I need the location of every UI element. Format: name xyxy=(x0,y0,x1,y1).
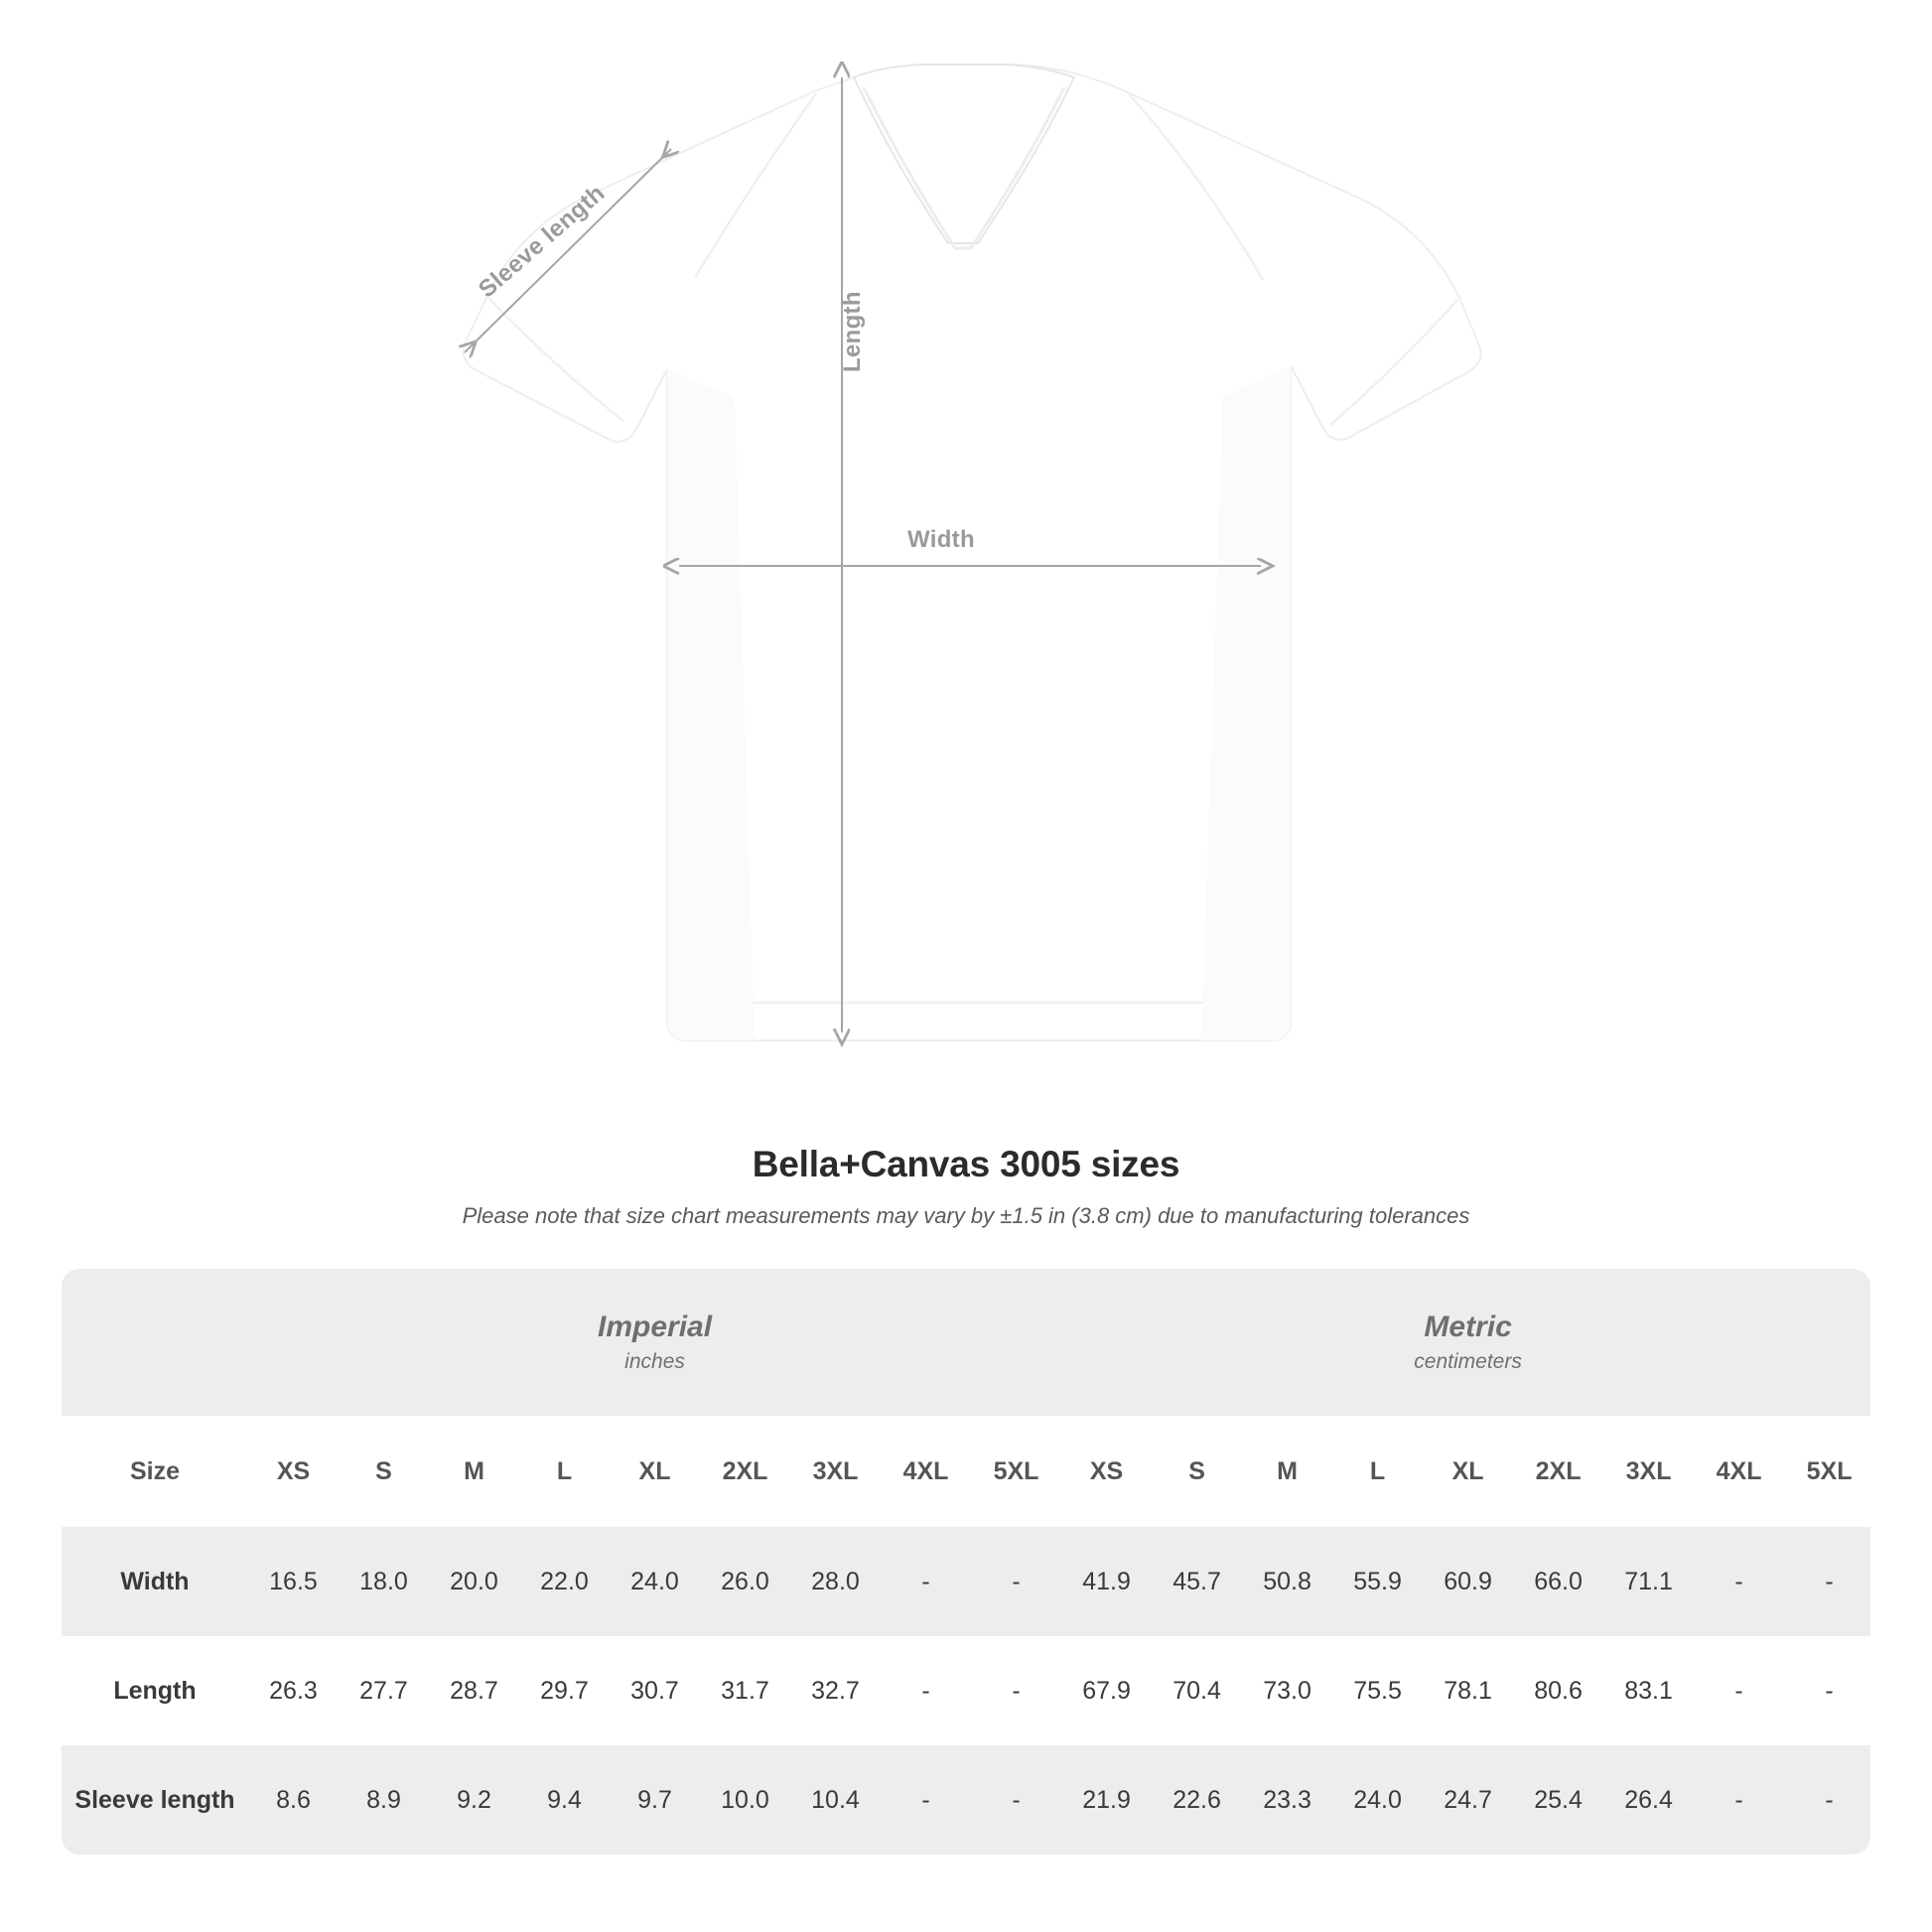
cell-width-imperial-l: 22.0 xyxy=(519,1527,610,1636)
size-header-metric-2xl: 2XL xyxy=(1513,1416,1603,1527)
cell-sleeve-imperial-2xl: 10.0 xyxy=(700,1745,790,1855)
cell-width-metric-m: 50.8 xyxy=(1242,1527,1332,1636)
title-block xyxy=(0,1144,1932,1229)
cell-length-metric-2xl: 80.6 xyxy=(1513,1636,1603,1745)
size-header-row xyxy=(62,1416,1870,1527)
cell-sleeve-metric-5xl: - xyxy=(1784,1745,1870,1855)
size-header-imperial-3xl: 3XL xyxy=(790,1416,881,1527)
cell-length-imperial-5xl: - xyxy=(971,1636,1061,1745)
cell-length-imperial-s: 27.7 xyxy=(339,1636,429,1745)
page-title: Bella+Canvas 3005 sizes xyxy=(752,1144,1180,1184)
cell-length-metric-5xl: - xyxy=(1784,1636,1870,1745)
size-header-imperial-l: L xyxy=(519,1416,610,1527)
cell-width-metric-xs: 41.9 xyxy=(1061,1527,1152,1636)
tolerance-note: Please note that size chart measurements may vary by ±1.5 in (3.8 cm) due to manufacturing tolerances xyxy=(462,1203,1470,1228)
cell-sleeve-imperial-xl: 9.7 xyxy=(610,1745,700,1855)
cell-sleeve-metric-2xl: 25.4 xyxy=(1513,1745,1603,1855)
size-header-metric-s: S xyxy=(1152,1416,1242,1527)
cell-width-imperial-xl: 24.0 xyxy=(610,1527,700,1636)
cell-length-metric-xs: 67.9 xyxy=(1061,1636,1152,1745)
cell-length-imperial-2xl: 31.7 xyxy=(700,1636,790,1745)
cell-length-imperial-4xl: - xyxy=(881,1636,971,1745)
unit-group-imperial xyxy=(248,1269,1061,1416)
cell-width-metric-l: 55.9 xyxy=(1332,1527,1423,1636)
cell-sleeve-metric-3xl: 26.4 xyxy=(1603,1745,1694,1855)
unit-header-spacer xyxy=(62,1269,248,1416)
table-row xyxy=(62,1745,1870,1855)
cell-sleeve-imperial-m: 9.2 xyxy=(429,1745,519,1855)
size-header-imperial-xs: XS xyxy=(248,1416,339,1527)
cell-sleeve-metric-4xl: - xyxy=(1694,1745,1784,1855)
size-header-imperial-s: S xyxy=(339,1416,429,1527)
cell-length-metric-xl: 78.1 xyxy=(1423,1636,1513,1745)
cell-sleeve-imperial-l: 9.4 xyxy=(519,1745,610,1855)
cell-width-imperial-2xl: 26.0 xyxy=(700,1527,790,1636)
cell-sleeve-imperial-3xl: 10.4 xyxy=(790,1745,881,1855)
cell-width-metric-5xl: - xyxy=(1784,1527,1870,1636)
cell-length-imperial-3xl: 32.7 xyxy=(790,1636,881,1745)
size-header-imperial-5xl: 5XL xyxy=(971,1416,1061,1527)
row-label-sleeve-length: Sleeve length xyxy=(62,1745,248,1855)
cell-sleeve-imperial-s: 8.9 xyxy=(339,1745,429,1855)
cell-length-metric-l: 75.5 xyxy=(1332,1636,1423,1745)
size-header-metric-5xl: 5XL xyxy=(1784,1416,1870,1527)
row-label-width: Width xyxy=(62,1527,248,1636)
cell-width-imperial-s: 18.0 xyxy=(339,1527,429,1636)
cell-width-metric-3xl: 71.1 xyxy=(1603,1527,1694,1636)
cell-length-imperial-xs: 26.3 xyxy=(248,1636,339,1745)
cell-sleeve-metric-xl: 24.7 xyxy=(1423,1745,1513,1855)
cell-sleeve-metric-s: 22.6 xyxy=(1152,1745,1242,1855)
row-label-length: Length xyxy=(62,1636,248,1745)
size-header-imperial-xl: XL xyxy=(610,1416,700,1527)
cell-width-imperial-4xl: - xyxy=(881,1527,971,1636)
size-header-metric-xl: XL xyxy=(1423,1416,1513,1527)
width-label: Width xyxy=(907,526,975,553)
size-header-metric-xs: XS xyxy=(1061,1416,1152,1527)
cell-width-metric-2xl: 66.0 xyxy=(1513,1527,1603,1636)
size-header-metric-3xl: 3XL xyxy=(1603,1416,1694,1527)
unit-header-row xyxy=(62,1269,1870,1416)
length-label: Length xyxy=(839,291,866,372)
unit-group-metric xyxy=(1061,1269,1870,1416)
size-header-metric-l: L xyxy=(1332,1416,1423,1527)
size-header-metric-4xl: 4XL xyxy=(1694,1416,1784,1527)
cell-width-metric-xl: 60.9 xyxy=(1423,1527,1513,1636)
size-chart-table-wrap xyxy=(62,1269,1870,1855)
size-header-imperial-2xl: 2XL xyxy=(700,1416,790,1527)
cell-sleeve-imperial-xs: 8.6 xyxy=(248,1745,339,1855)
cell-sleeve-imperial-4xl: - xyxy=(881,1745,971,1855)
cell-width-imperial-3xl: 28.0 xyxy=(790,1527,881,1636)
cell-length-metric-m: 73.0 xyxy=(1242,1636,1332,1745)
cell-width-metric-4xl: - xyxy=(1694,1527,1784,1636)
cell-sleeve-metric-xs: 21.9 xyxy=(1061,1745,1152,1855)
cell-length-metric-4xl: - xyxy=(1694,1636,1784,1745)
unit-metric-name: Metric xyxy=(1424,1311,1512,1343)
size-header-label: Size xyxy=(62,1416,248,1527)
size-header-metric-m: M xyxy=(1242,1416,1332,1527)
cell-length-metric-3xl: 83.1 xyxy=(1603,1636,1694,1745)
cell-sleeve-metric-m: 23.3 xyxy=(1242,1745,1332,1855)
cell-width-metric-s: 45.7 xyxy=(1152,1527,1242,1636)
unit-imperial-name: Imperial xyxy=(598,1311,713,1343)
cell-length-imperial-m: 28.7 xyxy=(429,1636,519,1745)
cell-width-imperial-xs: 16.5 xyxy=(248,1527,339,1636)
cell-sleeve-imperial-5xl: - xyxy=(971,1745,1061,1855)
cell-width-imperial-m: 20.0 xyxy=(429,1527,519,1636)
cell-length-imperial-l: 29.7 xyxy=(519,1636,610,1745)
size-header-imperial-m: M xyxy=(429,1416,519,1527)
cell-sleeve-metric-l: 24.0 xyxy=(1332,1745,1423,1855)
cell-width-imperial-5xl: - xyxy=(971,1527,1061,1636)
size-header-imperial-4xl: 4XL xyxy=(881,1416,971,1527)
size-chart-table xyxy=(62,1269,1870,1855)
table-row xyxy=(62,1527,1870,1636)
cell-length-imperial-xl: 30.7 xyxy=(610,1636,700,1745)
unit-imperial-sub: inches xyxy=(624,1350,685,1373)
sleeve-length-label: Sleeve length xyxy=(474,179,611,304)
cell-length-metric-s: 70.4 xyxy=(1152,1636,1242,1745)
unit-metric-sub: centimeters xyxy=(1414,1350,1522,1373)
table-row xyxy=(62,1636,1870,1745)
